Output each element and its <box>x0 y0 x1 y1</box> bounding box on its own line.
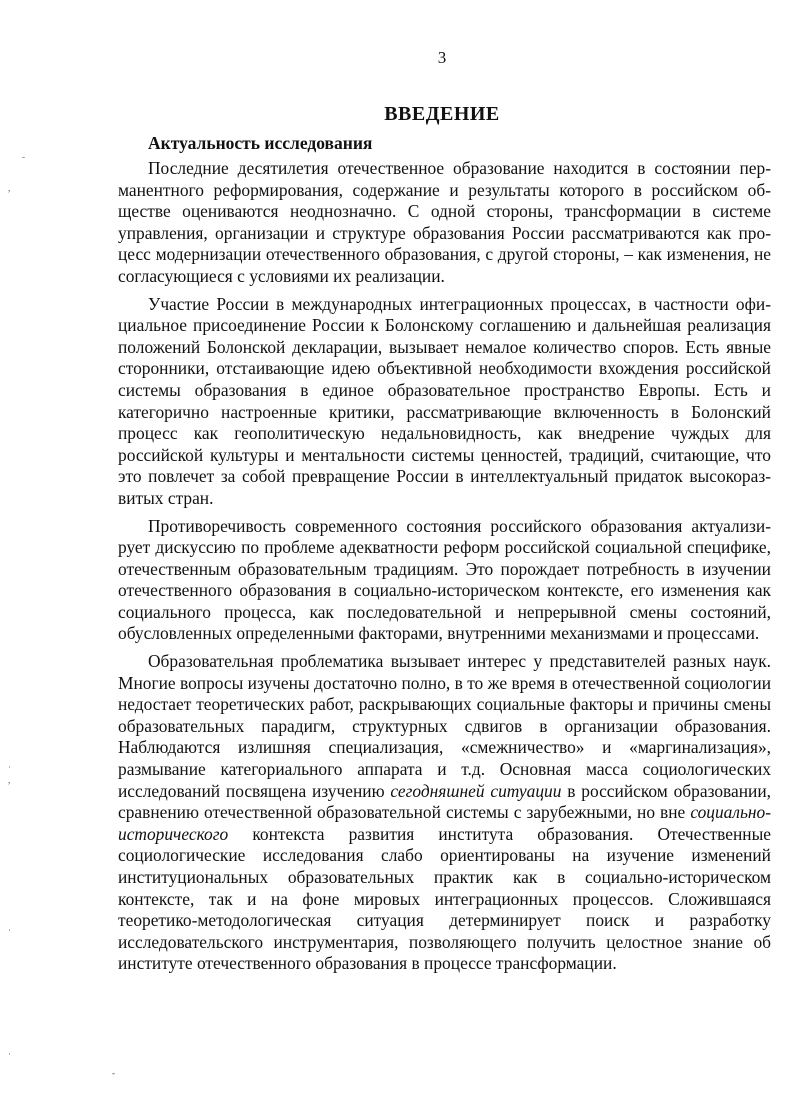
scan-speck: , <box>8 183 11 193</box>
paragraph-4 <box>118 651 771 975</box>
scan-speck: ˉ <box>22 155 25 165</box>
section-heading: Актуальность исследования <box>148 133 373 153</box>
paragraph-4-emphasis-1: сегодняшней ситуации <box>390 780 562 801</box>
paragraph-4-segment-2: в российском образовании, сравнению отечественной образовательной системы с зарубежными, но вне <box>118 780 772 823</box>
scan-speck: - <box>112 1068 115 1078</box>
page-title: ВВЕДЕНИЕ <box>384 103 500 125</box>
paragraph-4-segment-1: Образовательная проблематика вызывает интерес у представителей разных наук. Многие вопросы изучены достаточно полно, в то же время в отечественной социологии недостает теоретических работ, раскрывающих социальные факторы и причины смены образовательных парадигм, структурных сдвигов в организации образования. Наблюдаются излишняя специализация, «смежничество» и «маргинализация», размывание категориального аппарата и т.д. Основная масса социологических исследований посвящена изучению <box>118 651 771 801</box>
paragraph-4-segment-3: контекста развития института образования. Отечественные социологические исследования слабо ориентированы на изучение изменений институциональных образовательных практик как в социально-историческом контексте, так и на фоне мировых интеграционных процессов. Сложившаяся теоретико-методологическая ситуация детерминирует поиск и разработку исследовательского инструментария, позволяющего получить целостное знание об институте отечественного образования в процессе трансформации. <box>118 823 771 974</box>
scan-speck: , <box>8 775 11 785</box>
paragraph-1: Последние десятилетия отечественное образование находится в состоянии перманентного реформирования, содержание и результаты которого в российском обществе оцениваются неоднозначно. С одной стороны, трансформации в системе управления, организации и структуре образования России рассматриваются как процесс модернизации отечественного образования, с другой стороны, – как изменения, не согласующиеся с условиями их реализации. <box>118 158 771 286</box>
page-number: 3 <box>437 48 447 67</box>
paragraph-2: Участие России в международных интеграционных процессах, в частности официальное присоединение России к Болонскому соглашению и дальнейшая реализация положений Болонской декларации, вызывает немалое количество споров. Есть явные сторонники, отстаивающие идею объективной необходимости вхождения российской системы образования в единое образовательное пространство Европы. Есть и категорично настроенные критики, рассматривающие включенность в Болонский процесс как геополитическую недальновидность, как внедрение чуждых для российской культуры и ментальности системы ценностей, традиций, считающие, что это повлечет за собой превращение России в интеллектуальный придаток высокоразвитых стран. <box>118 293 771 508</box>
body-text <box>118 158 771 981</box>
scan-speck: ʾ <box>8 765 11 775</box>
paragraph-4-emphasis-2: социально-исторического <box>118 802 771 844</box>
scan-speck: ʾ <box>8 928 11 938</box>
paragraph-3: Противоречивость современного состояния российского образования актуализирует дискуссию по проблеме адекватности реформ российской социальной специфике, отечественным образовательным традициям. Это порождает потребность в изучении отечественного образования в социально-историческом контексте, его изменения как социального процесса, как последовательной и непрерывной смены состояний, обусловленных определенными факторами, внутренними механизмами и процессами. <box>118 515 771 644</box>
scan-speck: ʿ <box>8 1052 11 1062</box>
